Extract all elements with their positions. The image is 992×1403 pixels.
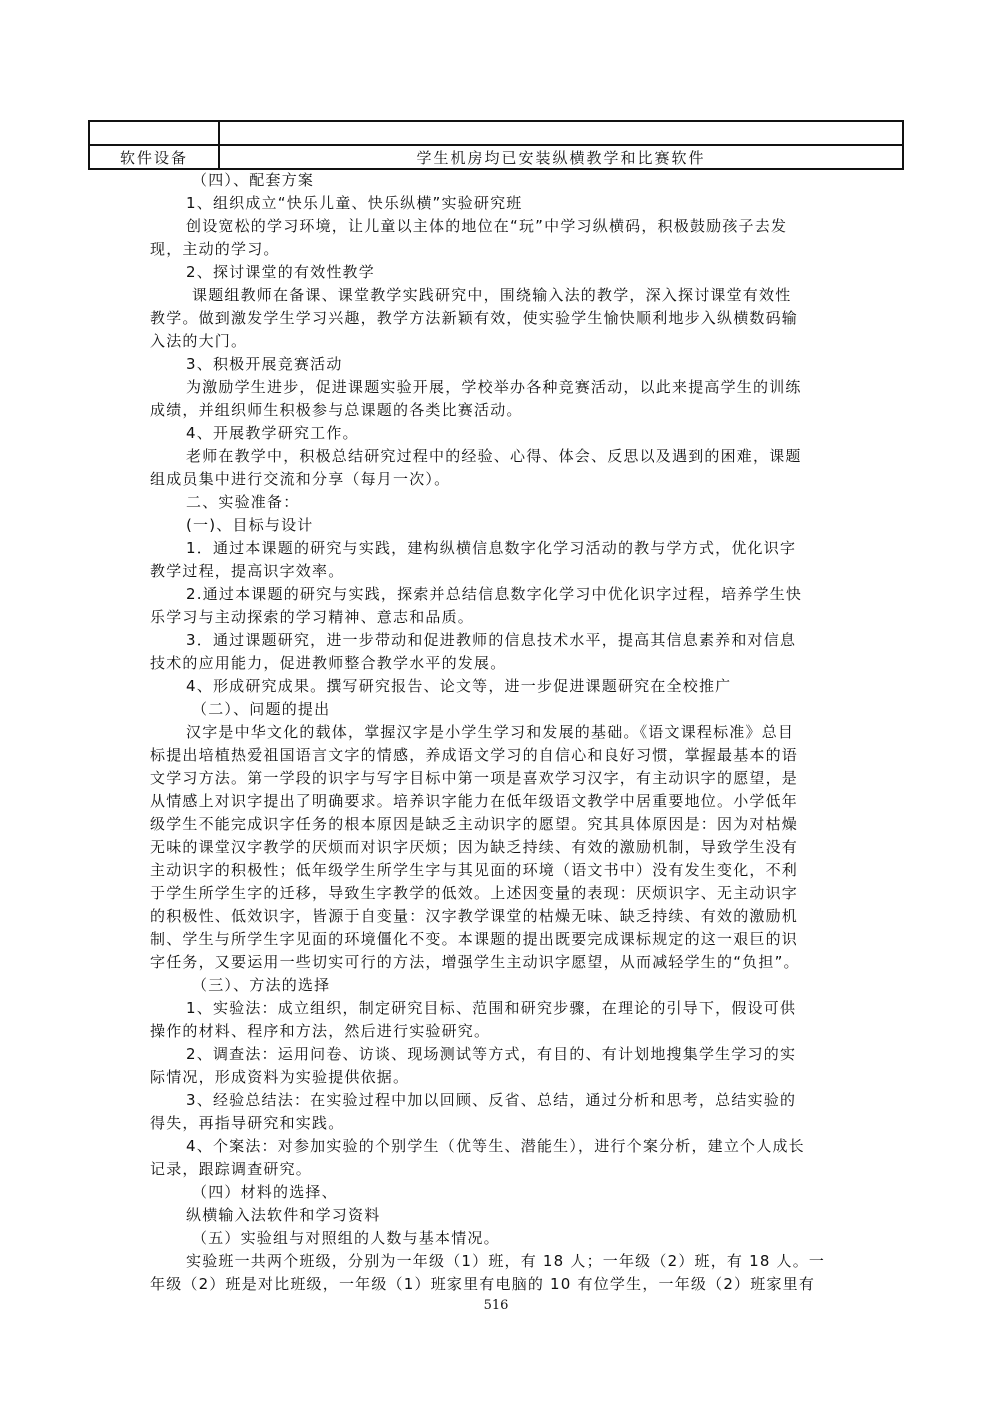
section-heading: （五）实验组与对照组的人数与基本情况。 [192, 1229, 500, 1247]
paragraph-line: 纵横输入法软件和学习资料 [186, 1206, 381, 1224]
paragraph-line: 年级（2）班是对比班级，一年级（1）班家里有电脑的 10 有位学生，一年级（2）班家里有 [150, 1275, 816, 1293]
paragraph-line: 为激励学生进步，促进课题实验开展，学校举办各种竞赛活动，以此来提高学生的训练 [186, 378, 802, 396]
section-heading: （三）、方法的选择 [192, 976, 331, 994]
table-cell-value: 学生机房均已安装纵横教学和比赛软件 [219, 145, 903, 169]
paragraph-line: 于学生所学生字的迁移，导致生字教学的低效。上述因变量的表现：厌烦识字、无主动识字 [150, 884, 799, 902]
paragraph-line: 主动识字的积极性；低年级学生所学生字与其见面的环境（语文书中）没有发生变化，不利 [150, 861, 799, 879]
paragraph-line: 创设宽松的学习环境，让儿童以主体的地位在“玩”中学习纵横码，积极鼓励孩子去发 [186, 217, 788, 235]
paragraph-line: 文学习方法。第一学段的识字与写字目标中第一项是喜欢学习汉字，有主动识字的愿望，是 [150, 769, 799, 787]
paragraph-line: 无味的课堂汉字教学的厌烦而对识字厌烦；因为缺乏持续、有效的激励机制，导致学生没有 [150, 838, 799, 856]
paragraph-line: 的积极性、低效识字，皆源于自变量：汉字教学课堂的枯燥无味、缺乏持续、有效的激励机 [150, 907, 799, 925]
paragraph-line: 3．通过课题研究，进一步带动和促进教师的信息技术水平，提高其信息素养和对信息 [186, 631, 797, 649]
paragraph-line: 教学。做到激发学生学习兴趣，教学方法新颖有效，使实验学生愉快顺利地步入纵横数码输 [150, 309, 799, 327]
section-heading: （四）材料的选择、 [192, 1183, 338, 1201]
paragraph-line: 从情感上对识字提出了明确要求。培养识字能力在低年级语文教学中居重要地位。小学低年 [150, 792, 799, 810]
paragraph-line: 入法的大门。 [150, 332, 248, 350]
paragraph-line: 级学生不能完成识字任务的根本原因是缺乏主动识字的愿望。究其具体原因是：因为对枯燥 [150, 815, 799, 833]
table-row [89, 121, 903, 145]
paragraph-line: 乐学习与主动探索的学习精神、意志和品质。 [150, 608, 475, 626]
section-heading: (一)、目标与设计 [186, 516, 314, 534]
paragraph-line: 字任务，又要运用一些切实可行的方法，增强学生主动识字愿望，从而减轻学生的“负担”。 [150, 953, 800, 971]
paragraph-line: 1、实验法：成立组织，制定研究目标、范围和研究步骤，在理论的引导下，假设可供 [186, 999, 797, 1017]
paragraph-line: 课题组教师在备课、课堂教学实践研究中，围绕输入法的教学，深入探讨课堂有效性 [192, 286, 792, 304]
item-heading: 1、组织成立“快乐儿童、快乐纵横”实验研究班 [186, 194, 523, 212]
paragraph-line: 记录，跟踪调查研究。 [150, 1160, 313, 1178]
paragraph-line: 现，主动的学习。 [150, 240, 280, 258]
paragraph-line: 4、形成研究成果。撰写研究报告、论文等，进一步促进课题研究在全校推广 [186, 677, 732, 695]
table-row [89, 145, 903, 169]
table-cell-label [89, 121, 219, 145]
paragraph-line: 得失，再指导研究和实践。 [150, 1114, 345, 1132]
section-heading: 二、实验准备： [186, 493, 300, 511]
section-heading: （四）、配套方案 [192, 171, 315, 189]
equipment-table [88, 120, 904, 170]
paragraph-line: 3、经验总结法：在实验过程中加以回顾、反省、总结，通过分析和思考，总结实验的 [186, 1091, 797, 1109]
section-heading: （二）、问题的提出 [192, 700, 331, 718]
paragraph-line: 操作的材料、程序和方法，然后进行实验研究。 [150, 1022, 491, 1040]
paragraph-line: 教学过程，提高识字效率。 [150, 562, 345, 580]
paragraph-line: 技术的应用能力，促进教师整合教学水平的发展。 [150, 654, 507, 672]
table-cell-value [219, 121, 903, 145]
paragraph-line: 制、学生与所学生字见面的环境僵化不变。本课题的提出既要完成课标规定的这一艰巨的识 [150, 930, 799, 948]
paragraph-line: 实验班一共两个班级，分别为一年级（1）班，有 18 人；一年级（2）班，有 18 人。一 [186, 1252, 826, 1270]
paragraph-line: 2.通过本课题的研究与实践，探索并总结信息数字化学习中优化识字过程，培养学生快 [186, 585, 803, 603]
paragraph-line: 标提出培植热爱祖国语言文字的情感，养成语文学习的自信心和良好习惯，掌握最基本的语 [150, 746, 799, 764]
item-heading: 4、开展教学研究工作。 [186, 424, 359, 442]
paragraph-line: 2、调查法：运用问卷、访谈、现场测试等方式，有目的、有计划地搜集学生学习的实 [186, 1045, 797, 1063]
item-heading: 2、探讨课堂的有效性教学 [186, 263, 375, 281]
item-heading: 3、积极开展竞赛活动 [186, 355, 343, 373]
page-number: 516 [483, 1298, 509, 1313]
table-cell-label: 软件设备 [89, 145, 219, 169]
paragraph-line: 1．通过本课题的研究与实践，建构纵横信息数字化学习活动的教与学方式，优化识字 [186, 539, 797, 557]
paragraph-line: 老师在教学中，积极总结研究过程中的经验、心得、体会、反思以及遇到的困难，课题 [186, 447, 802, 465]
paragraph-line: 组成员集中进行交流和分享（每月一次）。 [150, 470, 451, 488]
paragraph-line: 际情况，形成资料为实验提供依据。 [150, 1068, 410, 1086]
paragraph-line: 成绩，并组织师生积极参与总课题的各类比赛活动。 [150, 401, 523, 419]
paragraph-line: 4、个案法：对参加实验的个别学生（优等生、潜能生），进行个案分析，建立个人成长 [186, 1137, 805, 1155]
paragraph-line: 汉字是中华文化的载体，掌握汉字是小学生学习和发展的基础。《语文课程标准》总目 [186, 723, 795, 741]
